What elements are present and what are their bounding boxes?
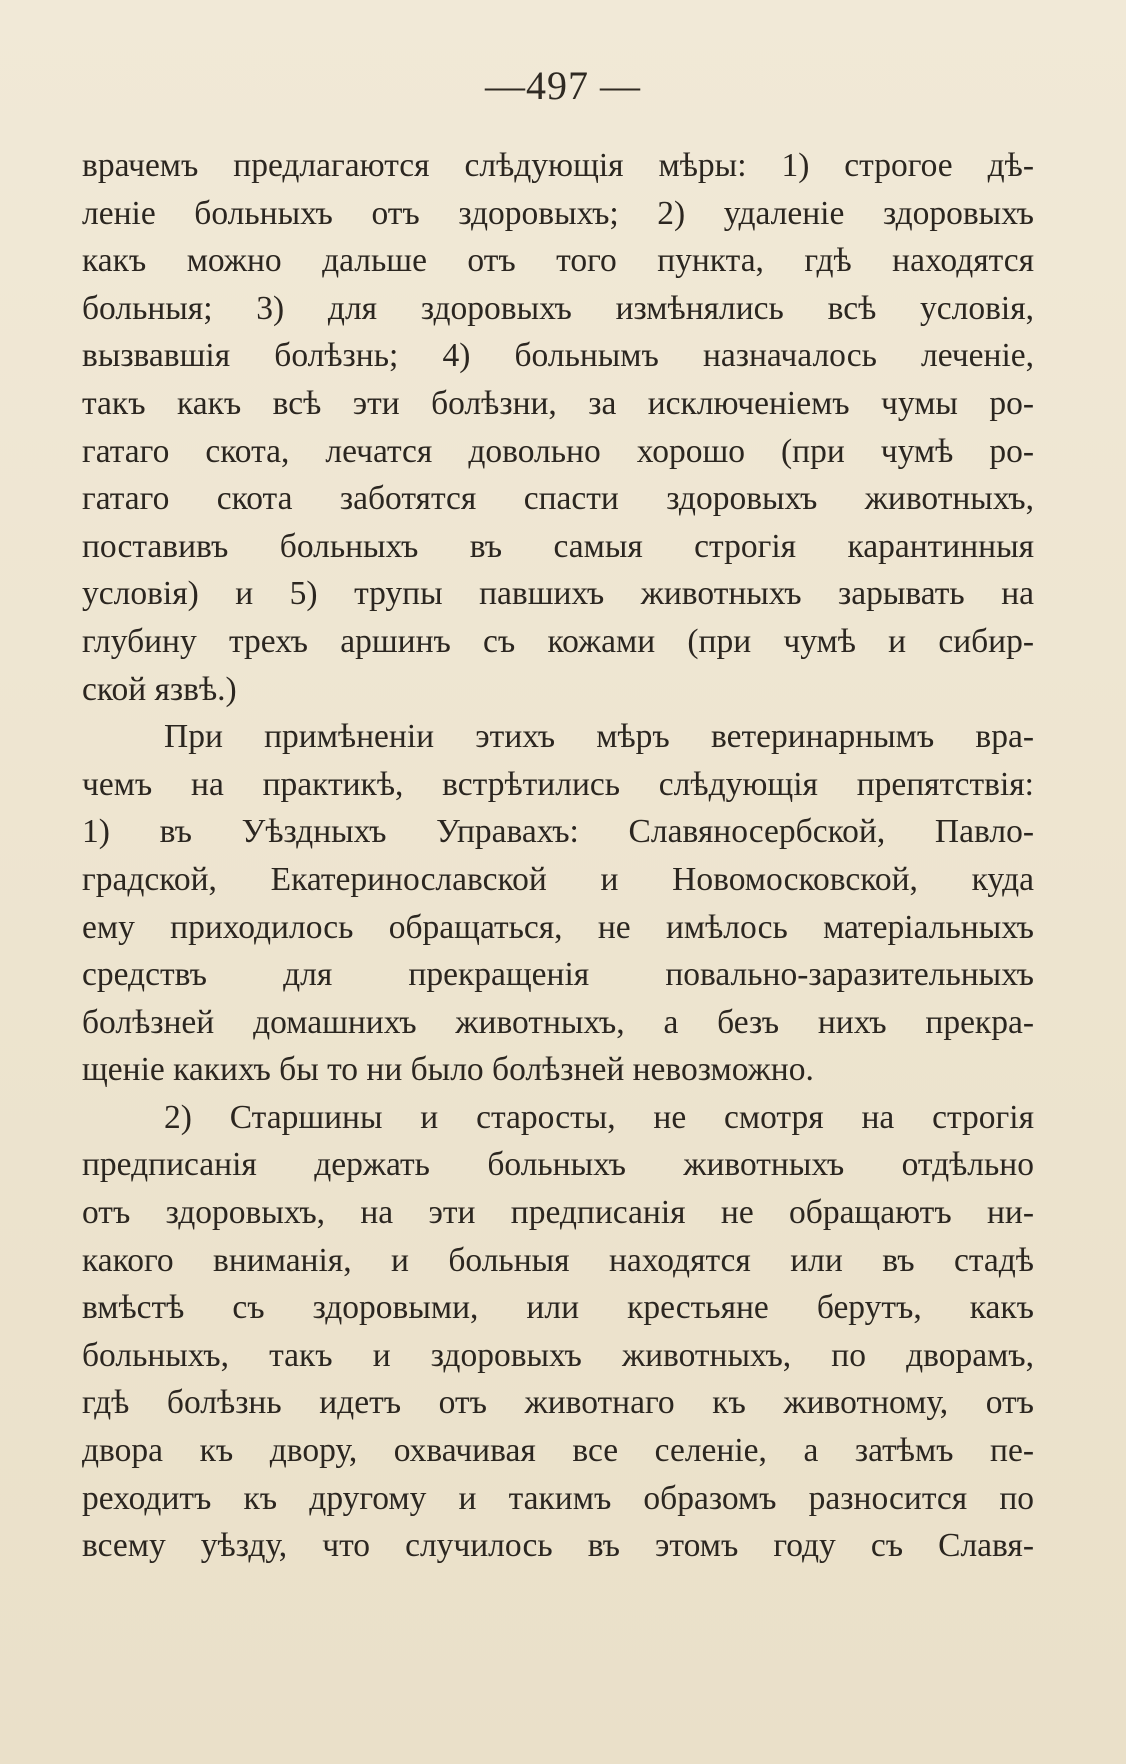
text-line: вызвавшія болѣзнь; 4) больнымъ назначалось леченіе,	[82, 337, 1034, 375]
text-body	[82, 142, 1034, 1570]
text-line: условія) и 5) трупы павшихъ животныхъ зарывать на	[82, 575, 1034, 613]
text-line: какого вниманія, и больныя находятся или въ стадѣ	[82, 1241, 1034, 1279]
text-line: поставивъ больныхъ въ самыя строгія карантинныя	[82, 527, 1034, 565]
text-line: больныя; 3) для здоровыхъ измѣнялись всѣ условія,	[82, 289, 1034, 327]
page-number: —497 —	[485, 63, 641, 108]
text-line: ему приходилось обращаться, не имѣлось матеріальныхъ	[82, 908, 1034, 946]
text-line: градской, Екатеринославской и Новомосковской, куда	[82, 860, 1034, 898]
text-line: вмѣстѣ съ здоровыми, или крестьяне берутъ, какъ	[82, 1289, 1034, 1327]
text-line: гатаго скота заботятся спасти здоровыхъ животныхъ,	[82, 480, 1034, 518]
text-line: глубину трехъ аршинъ съ кожами (при чумѣ и сибир-	[82, 622, 1034, 660]
text-line: гатаго скота, лечатся довольно хорошо (при чумѣ ро-	[82, 432, 1034, 470]
text-line: ской язвѣ.)	[82, 670, 237, 708]
text-line: предписанія держать больныхъ животныхъ отдѣльно	[82, 1146, 1034, 1184]
text-line: щеніе какихъ бы то ни было болѣзней невозможно.	[82, 1051, 814, 1089]
text-line: леніе больныхъ отъ здоровыхъ; 2) удаленіе здоровыхъ	[82, 194, 1034, 232]
text-line: реходитъ къ другому и такимъ образомъ разносится по	[82, 1479, 1034, 1517]
text-line: болѣзней домашнихъ животныхъ, а безъ нихъ прекра-	[82, 1003, 1034, 1041]
text-line: всему уѣзду, что случилось въ этомъ году съ Славя-	[82, 1527, 1034, 1565]
text-line: врачемъ предлагаются слѣдующія мѣры: 1) строгое дѣ-	[82, 147, 1034, 184]
text-line: гдѣ болѣзнь идетъ отъ животнаго къ животному, отъ	[82, 1384, 1034, 1422]
text-line: отъ здоровыхъ, на эти предписанія не обращаютъ ни-	[82, 1194, 1034, 1232]
text-line: При примѣненіи этихъ мѣръ ветеринарнымъ вра-	[164, 718, 1034, 756]
text-line: 1) въ Уѣздныхъ Управахъ: Славяносербской, Павло-	[82, 813, 1034, 851]
text-line: больныхъ, такъ и здоровыхъ животныхъ, по дворамъ,	[82, 1336, 1034, 1374]
text-line: двора къ двору, охвачивая все селеніе, а затѣмъ пе-	[82, 1432, 1034, 1470]
text-line: средствъ для прекращенія повально-заразительныхъ	[82, 956, 1034, 994]
text-line: чемъ на практикѣ, встрѣтились слѣдующія препятствія:	[82, 765, 1034, 803]
text-line: 2) Старшины и старосты, не смотря на строгія	[164, 1098, 1034, 1136]
text-line: такъ какъ всѣ эти болѣзни, за исключеніемъ чумы ро-	[82, 384, 1034, 422]
text-line: какъ можно дальше отъ того пункта, гдѣ находятся	[82, 242, 1034, 280]
